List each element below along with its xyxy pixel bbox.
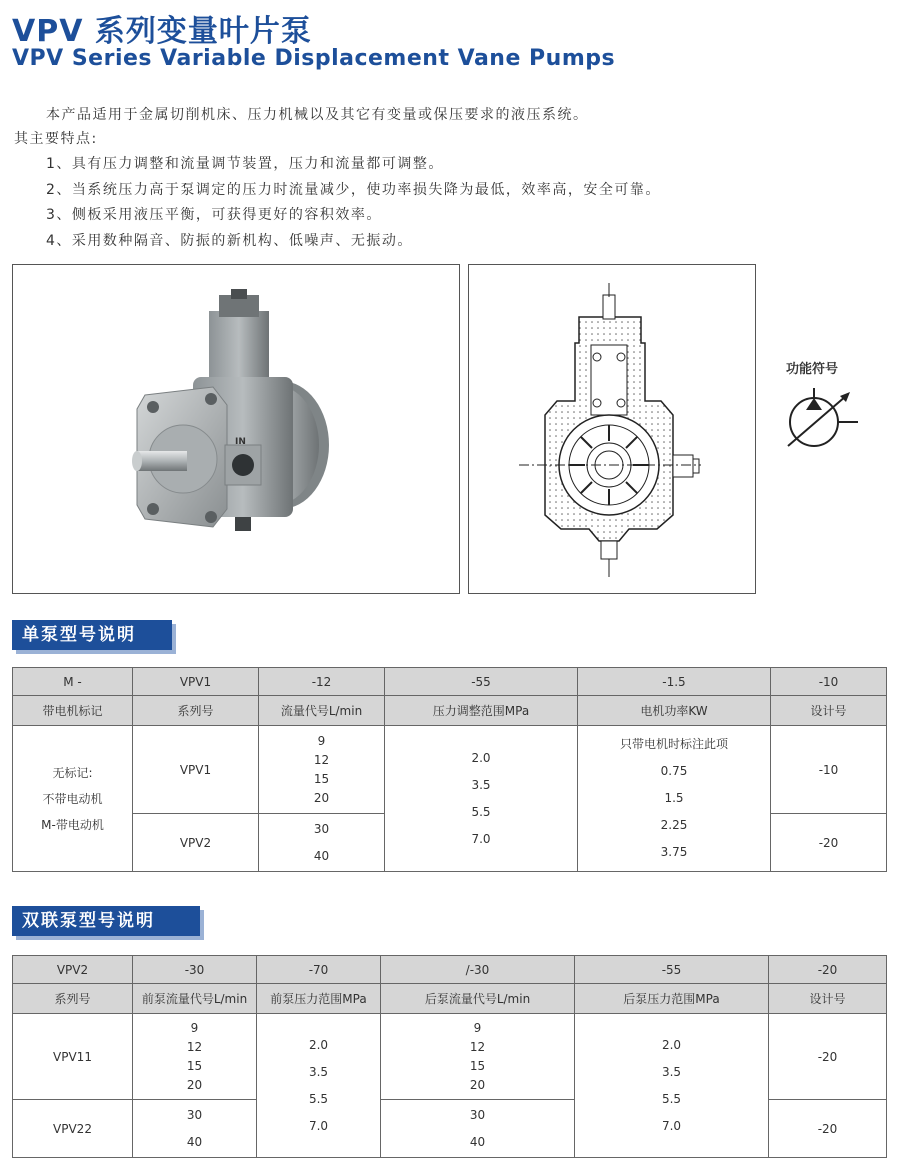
label-cell: 后泵流量代号L/min bbox=[381, 984, 575, 1014]
section-drawing bbox=[468, 264, 756, 594]
table-row bbox=[13, 1014, 887, 1100]
list-item: 20 bbox=[313, 790, 330, 805]
label-cell: 电机功率KW bbox=[578, 696, 771, 726]
port-label: IN bbox=[235, 437, 246, 447]
design-cell: -10 bbox=[771, 726, 887, 814]
single-pump-table bbox=[12, 667, 887, 872]
list-item: 2.0 bbox=[308, 1037, 329, 1052]
list-item: 30 bbox=[186, 1107, 203, 1122]
intro-line-1: 本产品适用于金属切削机床、压力机械以及其它有变量或保压要求的液压系统。 bbox=[46, 107, 589, 123]
list-item: 7.0 bbox=[661, 1118, 682, 1133]
pump-symbol-icon bbox=[784, 380, 864, 450]
list-item: 2.25 bbox=[660, 818, 688, 832]
cross-section-diagram bbox=[469, 265, 755, 593]
symbol-label: 功能符号 bbox=[786, 362, 839, 377]
list-item: 15 bbox=[313, 771, 330, 786]
table-row bbox=[13, 726, 887, 814]
table-row bbox=[13, 696, 887, 726]
list-item: 30 bbox=[313, 821, 330, 836]
code-cell: M - bbox=[13, 668, 133, 696]
list-item: 3.5 bbox=[661, 1064, 682, 1079]
list-item: 不带电动机 bbox=[42, 791, 103, 806]
code-cell: -12 bbox=[259, 668, 385, 696]
code-cell: -20 bbox=[769, 956, 887, 984]
list-item: 12 bbox=[469, 1039, 486, 1054]
front-flow-cell bbox=[133, 1014, 257, 1100]
design-cell: -20 bbox=[771, 814, 887, 872]
table-row bbox=[13, 668, 887, 696]
list-item: 2.0 bbox=[471, 750, 491, 765]
list-item: 无标记: bbox=[52, 765, 93, 780]
code-cell: VPV2 bbox=[13, 956, 133, 984]
single-pump-section-title: 单泵型号说明 bbox=[12, 620, 172, 650]
label-cell: 带电机标记 bbox=[13, 696, 133, 726]
label-cell: 系列号 bbox=[133, 696, 259, 726]
rear-flow-cell bbox=[381, 1100, 575, 1158]
code-cell: /-30 bbox=[381, 956, 575, 984]
list-item: 9 bbox=[473, 1020, 482, 1035]
feature-3: 3、侧板采用液压平衡，可获得更好的容积效率。 bbox=[46, 207, 382, 223]
table-row bbox=[13, 956, 887, 984]
page-title-cn: VPV 系列变量叶片泵 bbox=[12, 14, 312, 49]
motor-mark-cell bbox=[13, 726, 133, 872]
feature-1: 1、具有压力调整和流量调节装置，压力和流量都可调整。 bbox=[46, 156, 444, 172]
list-item: 30 bbox=[469, 1107, 486, 1122]
list-item: 12 bbox=[313, 752, 330, 767]
list-item: 40 bbox=[313, 848, 330, 863]
power-cell bbox=[578, 726, 771, 872]
code-cell: -10 bbox=[771, 668, 887, 696]
code-cell: -70 bbox=[257, 956, 381, 984]
series-cell: VPV1 bbox=[133, 726, 259, 814]
front-pressure-cell bbox=[257, 1014, 381, 1158]
list-item: 0.75 bbox=[660, 764, 688, 778]
flow-cell bbox=[259, 814, 385, 872]
label-cell: 前泵压力范围MPa bbox=[257, 984, 381, 1014]
front-flow-cell bbox=[133, 1100, 257, 1158]
list-item: 2.0 bbox=[661, 1037, 682, 1052]
list-item: 3.75 bbox=[660, 845, 688, 859]
design-cell: -20 bbox=[769, 1014, 887, 1100]
list-item: 12 bbox=[186, 1039, 203, 1054]
label-cell: 设计号 bbox=[771, 696, 887, 726]
design-cell: -20 bbox=[769, 1100, 887, 1158]
list-item: 5.5 bbox=[471, 804, 491, 819]
list-item: 1.5 bbox=[664, 791, 684, 805]
list-item: 20 bbox=[469, 1077, 486, 1092]
flow-cell bbox=[259, 726, 385, 814]
code-cell: -1.5 bbox=[578, 668, 771, 696]
list-item: 3.5 bbox=[308, 1064, 329, 1079]
pressure-cell bbox=[385, 726, 578, 872]
list-item: 7.0 bbox=[308, 1118, 329, 1133]
pump-illustration bbox=[13, 265, 459, 593]
label-cell: 前泵流量代号L/min bbox=[133, 984, 257, 1014]
list-item: 9 bbox=[190, 1020, 199, 1035]
pump-photo bbox=[12, 264, 460, 594]
code-cell: -30 bbox=[133, 956, 257, 984]
list-item: 9 bbox=[317, 733, 326, 748]
code-cell: VPV1 bbox=[133, 668, 259, 696]
list-item: 5.5 bbox=[661, 1091, 682, 1106]
page-title-en: VPV Series Variable Displacement Vane Pumps bbox=[12, 46, 616, 71]
double-pump-section-title: 双联泵型号说明 bbox=[12, 906, 200, 936]
list-item: 只带电机时标注此项 bbox=[619, 737, 728, 751]
code-cell: -55 bbox=[385, 668, 578, 696]
label-cell: 压力调整范围MPa bbox=[385, 696, 578, 726]
series-cell: VPV2 bbox=[133, 814, 259, 872]
label-cell: 设计号 bbox=[769, 984, 887, 1014]
table-row bbox=[13, 984, 887, 1014]
list-item: 3.5 bbox=[471, 777, 491, 792]
list-item: M-带电动机 bbox=[41, 817, 104, 832]
series-cell: VPV22 bbox=[13, 1100, 133, 1158]
list-item: 5.5 bbox=[308, 1091, 329, 1106]
label-cell: 流量代号L/min bbox=[259, 696, 385, 726]
feature-4: 4、采用数种隔音、防振的新机构、低噪声、无振动。 bbox=[46, 233, 413, 249]
label-cell: 系列号 bbox=[13, 984, 133, 1014]
rear-flow-cell bbox=[381, 1014, 575, 1100]
rear-pressure-cell bbox=[575, 1014, 769, 1158]
list-item: 7.0 bbox=[471, 831, 491, 846]
list-item: 15 bbox=[186, 1058, 203, 1073]
list-item: 40 bbox=[186, 1134, 203, 1149]
list-item: 20 bbox=[186, 1077, 203, 1092]
label-cell: 后泵压力范围MPa bbox=[575, 984, 769, 1014]
series-cell: VPV11 bbox=[13, 1014, 133, 1100]
feature-2: 2、当系统压力高于泵调定的压力时流量减少，使功率损失降为最低，效率高，安全可靠。 bbox=[46, 182, 661, 198]
list-item: 40 bbox=[469, 1134, 486, 1149]
list-item: 15 bbox=[469, 1058, 486, 1073]
code-cell: -55 bbox=[575, 956, 769, 984]
double-pump-table bbox=[12, 955, 887, 1158]
intro-line-2: 其主要特点: bbox=[14, 131, 98, 147]
